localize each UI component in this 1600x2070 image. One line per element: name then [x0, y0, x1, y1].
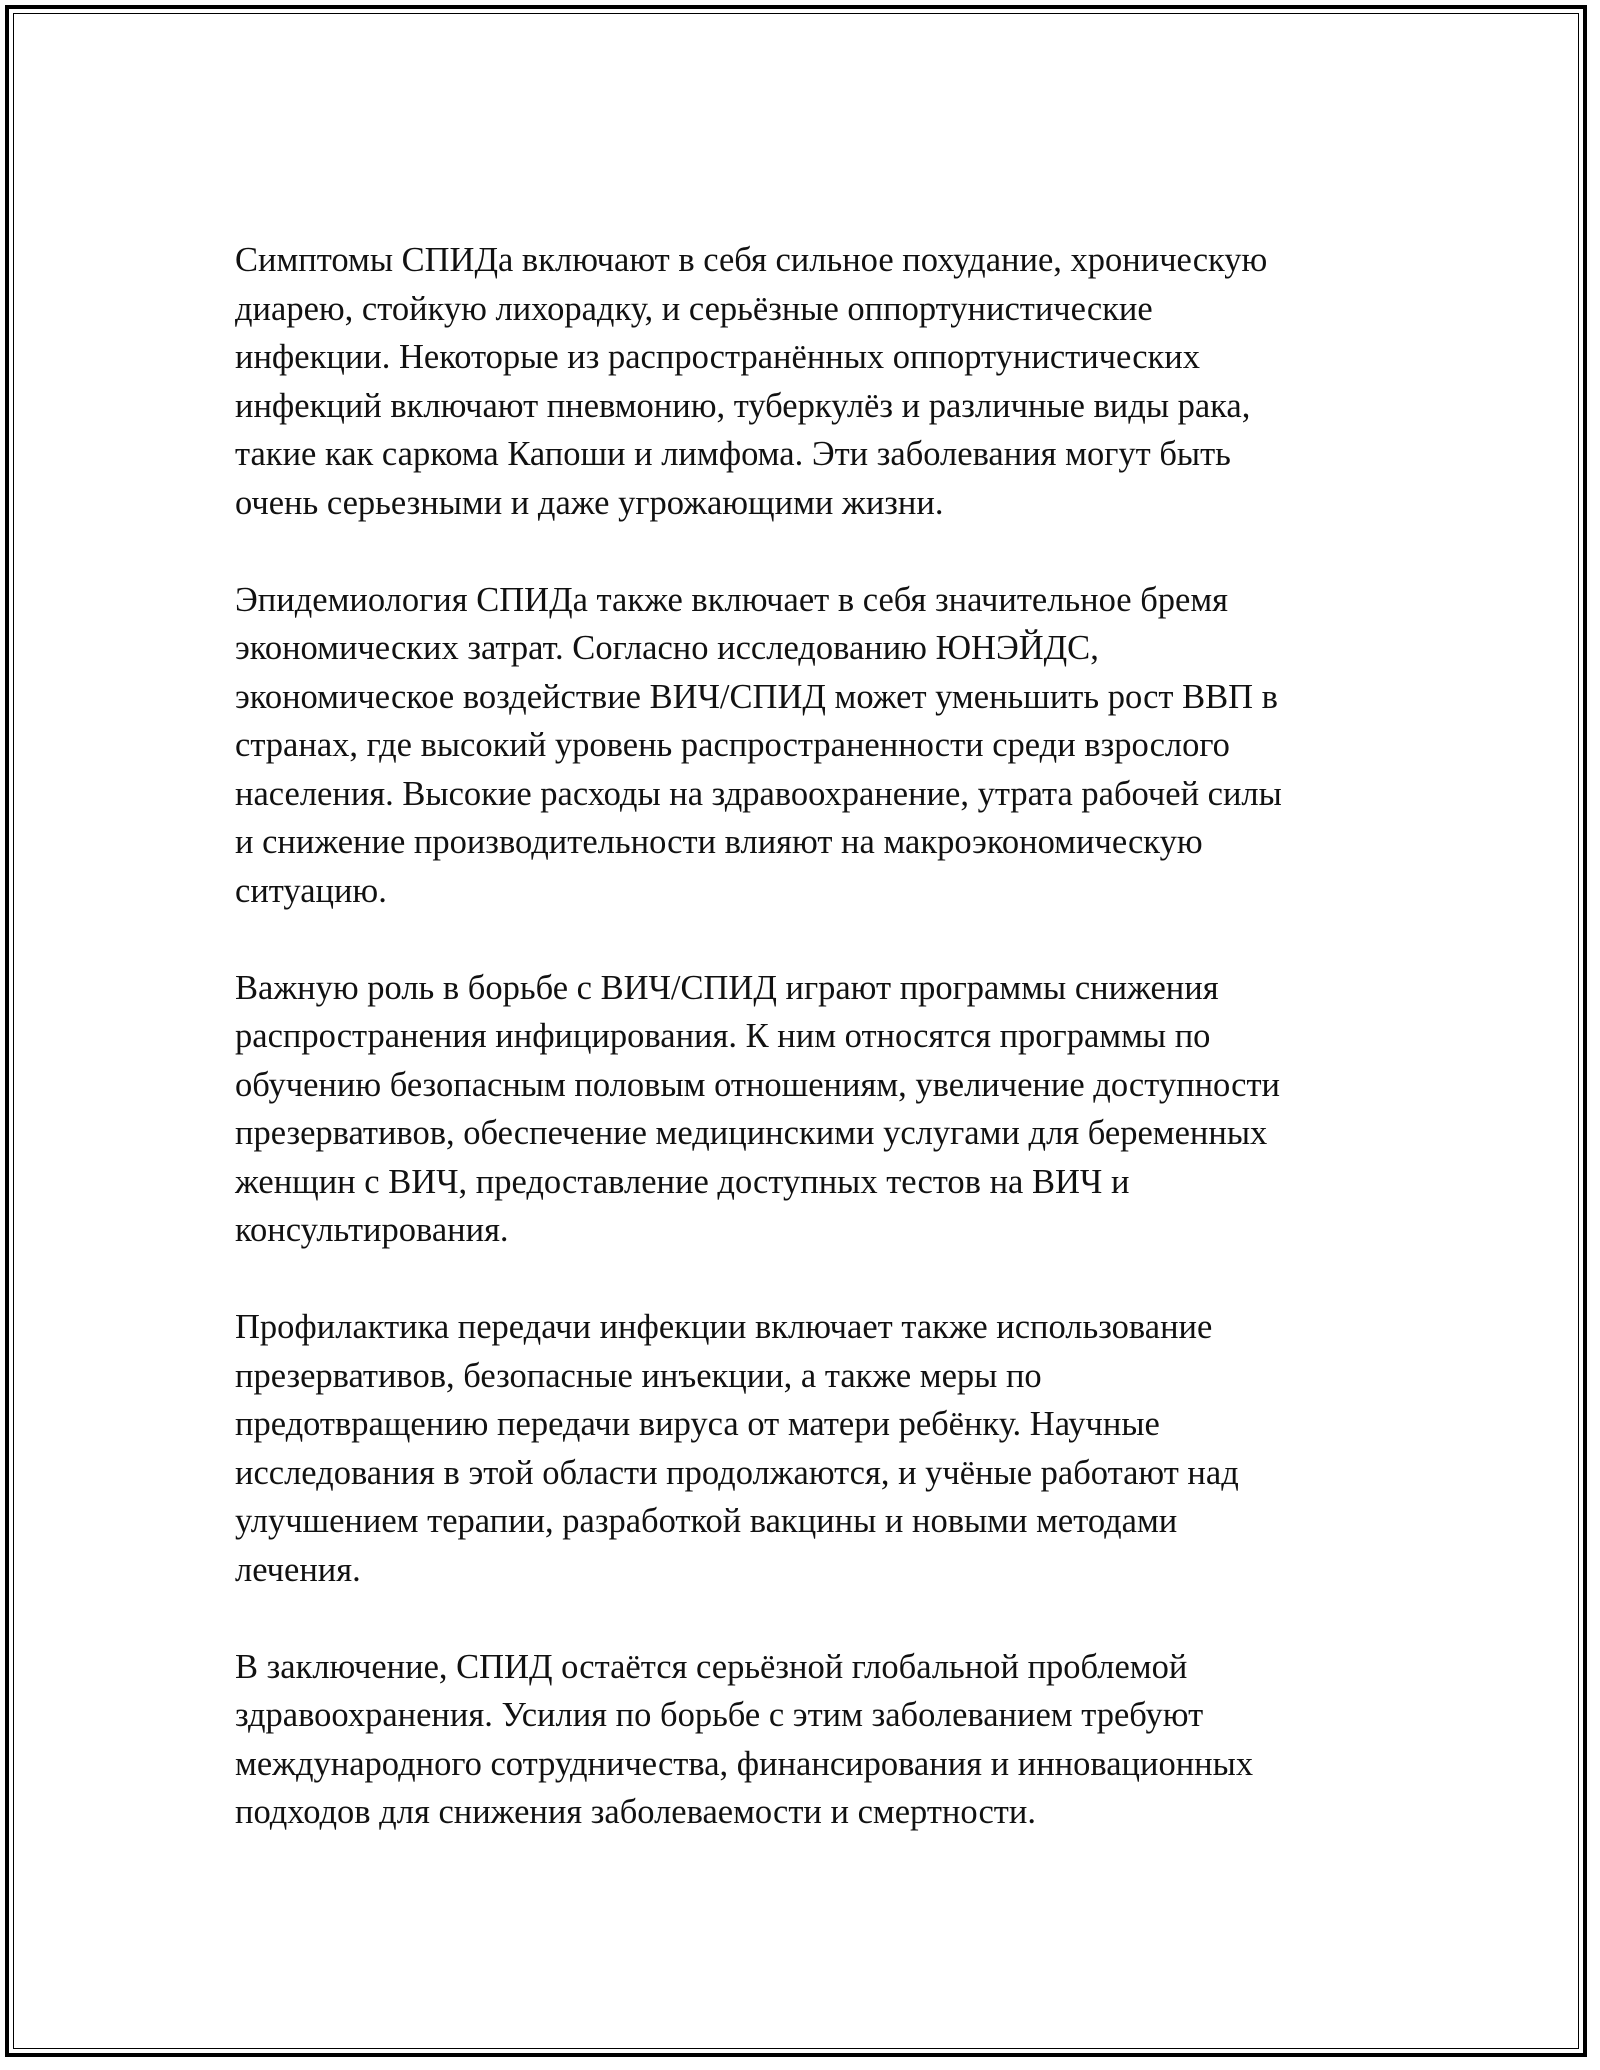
text-line: инфекций включают пневмонию, туберкулёз и различные виды рака, — [235, 386, 1251, 425]
paragraph-symptoms — [235, 236, 1360, 527]
text-line: обучению безопасным половым отношениям, увеличение доступности — [235, 1065, 1281, 1104]
text-line: Профилактика передачи инфекции включает также использование — [235, 1308, 1213, 1346]
text-line: диарею, стойкую лихорадку, и серьёзные оппортунистические — [235, 289, 1153, 328]
text-line: улучшением терапии, разработкой вакцины и новыми методами — [235, 1502, 1178, 1540]
text-line: международного сотрудничества, финансирования и инновационных — [235, 1744, 1254, 1783]
text-line: исследования в этой области продолжаются, и учёные работают над — [235, 1453, 1239, 1492]
paragraph-prevention — [235, 1303, 1360, 1594]
text-line: экономических затрат. Согласно исследованию ЮНЭЙДС, — [235, 629, 1099, 667]
text-line: подходов для снижения заболеваемости и смертности. — [235, 1793, 1036, 1831]
text-line: ситуацию. — [235, 871, 387, 910]
text-line: презервативов, обеспечение медицинскими услугами для беременных — [235, 1114, 1268, 1152]
text-line: населения. Высокие расходы на здравоохранение, утрата рабочей силы — [235, 774, 1282, 813]
text-line: В заключение, СПИД остаётся серьёзной глобальной проблемой — [235, 1647, 1188, 1686]
text-line: женщин с ВИЧ, предоставление доступных тестов на ВИЧ и — [235, 1162, 1130, 1201]
text-line: предотвращению передачи вируса от матери ребёнку. Научные — [235, 1405, 1160, 1443]
paragraph-epidemiology — [235, 576, 1360, 916]
text-line: очень серьезными и даже угрожающими жизни. — [235, 483, 944, 522]
text-line: презервативов, безопасные инъекции, а также меры по — [235, 1356, 1042, 1395]
text-line: Симптомы СПИДа включают в себя сильное похудание, хроническую — [235, 241, 1268, 279]
text-line: странах, где высокий уровень распространенности среди взрослого — [235, 726, 1230, 764]
text-line: Важную роль в борьбе с ВИЧ/СПИД играют программы снижения — [235, 968, 1219, 1007]
document-body — [235, 236, 1360, 1885]
text-line: консультирования. — [235, 1211, 509, 1249]
text-line: Эпидемиология СПИДа также включает в себя значительное бремя — [235, 580, 1229, 619]
text-line: и снижение производительности влияют на макроэкономическую — [235, 823, 1203, 861]
paragraph-programs — [235, 964, 1360, 1255]
text-line: инфекции. Некоторые из распространённых оппортунистических — [235, 338, 1200, 376]
paragraph-conclusion — [235, 1643, 1360, 1837]
text-line: лечения. — [235, 1550, 361, 1589]
text-line: такие как саркома Капоши и лимфома. Эти заболевания могут быть — [235, 435, 1231, 473]
text-line: распространения инфицирования. К ним относятся программы по — [235, 1017, 1211, 1055]
text-line: здравоохранения. Усилия по борьбе с этим заболеванием требуют — [235, 1696, 1204, 1734]
text-line: экономическое воздействие ВИЧ/СПИД может уменьшить рост ВВП в — [235, 677, 1278, 716]
